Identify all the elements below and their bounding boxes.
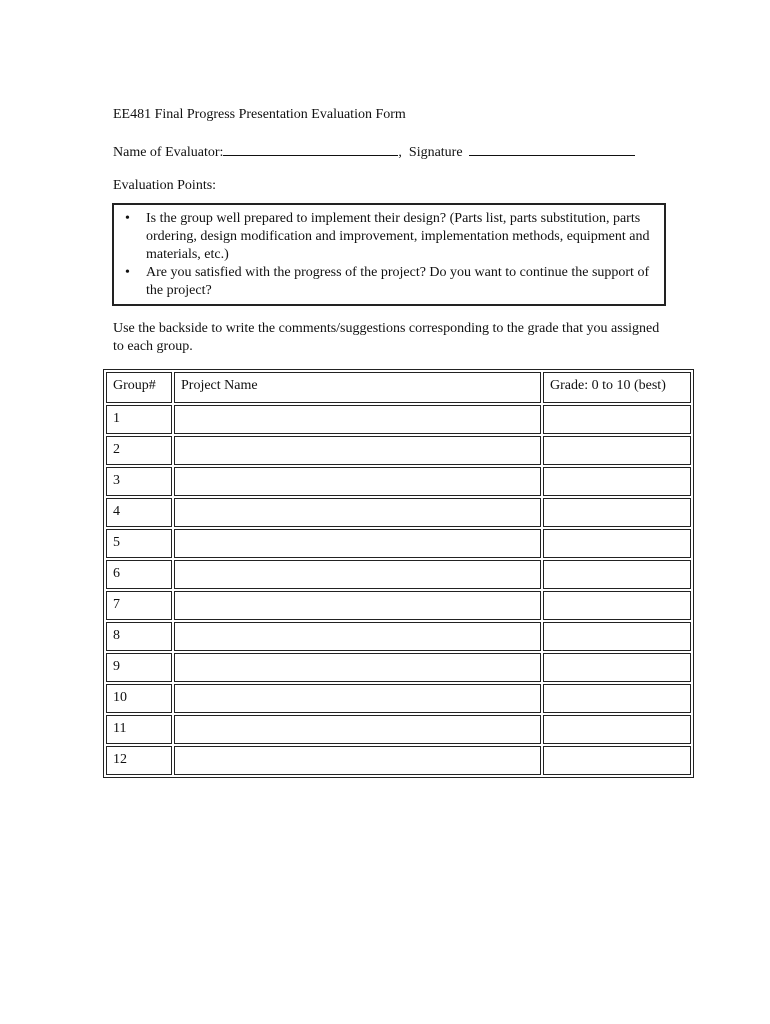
evaluation-point [114,210,654,264]
grade-cell[interactable] [543,560,691,589]
evaluation-point-text: Are you satisfied with the progress of the project? Do you want to continue the support of the project? [146,265,650,298]
table-row [106,653,691,682]
group-number-cell: 7 [106,591,172,620]
group-number-cell: 3 [106,467,172,496]
grade-cell[interactable] [543,498,691,527]
table-row [106,684,691,713]
project-name-cell[interactable] [174,498,541,527]
grade-cell[interactable] [543,467,691,496]
project-name-cell[interactable] [174,560,541,589]
table-row [106,405,691,434]
group-number-cell: 2 [106,436,172,465]
grade-cell[interactable] [543,746,691,775]
bullet-icon: • [125,265,130,280]
project-name-cell[interactable] [174,591,541,620]
group-number-cell: 11 [106,715,172,744]
project-name-cell[interactable] [174,715,541,744]
evaluation-point [114,264,654,300]
grade-cell[interactable] [543,529,691,558]
evaluation-point-text: Is the group well prepared to implement their design? (Parts list, parts substitution, parts ordering, design modification and improvement, implementation methods, equipment and materials, etc.) [146,211,650,262]
project-name-cell[interactable] [174,684,541,713]
form-title: EE481 Final Progress Presentation Evaluation Form [113,107,406,122]
project-name-cell[interactable] [174,529,541,558]
grade-cell[interactable] [543,591,691,620]
instructions-text: Use the backside to write the comments/suggestions corresponding to the grade that you assigned to each group. [113,321,660,354]
project-name-cell[interactable] [174,746,541,775]
grading-table [103,369,694,778]
column-header-group: Group# [106,372,172,403]
signature-field[interactable] [469,142,635,156]
group-number-cell: 5 [106,529,172,558]
table-row [106,467,691,496]
column-header-project-name: Project Name [174,372,541,403]
grade-cell[interactable] [543,405,691,434]
project-name-cell[interactable] [174,405,541,434]
grade-cell[interactable] [543,622,691,651]
group-number-cell: 10 [106,684,172,713]
bullet-icon: • [125,211,130,226]
grade-cell[interactable] [543,684,691,713]
project-name-cell[interactable] [174,622,541,651]
table-row [106,746,691,775]
table-row [106,591,691,620]
project-name-cell[interactable] [174,467,541,496]
table-row [106,436,691,465]
table-row [106,560,691,589]
group-number-cell: 8 [106,622,172,651]
table-row [106,498,691,527]
evaluation-points-label: Evaluation Points: [113,178,217,193]
evaluator-label: Name of Evaluator: [113,145,224,160]
evaluator-name-field[interactable] [223,142,398,156]
table-row [106,715,691,744]
project-name-cell[interactable] [174,653,541,682]
table-header-row [106,372,691,403]
group-number-cell: 12 [106,746,172,775]
group-number-cell: 6 [106,560,172,589]
evaluator-signature-line [113,142,635,162]
group-number-cell: 1 [106,405,172,434]
table-row [106,622,691,651]
column-header-grade: Grade: 0 to 10 (best) [543,372,691,403]
table-row [106,529,691,558]
grade-cell[interactable] [543,653,691,682]
grade-cell[interactable] [543,715,691,744]
group-number-cell: 9 [106,653,172,682]
evaluation-points-list [114,210,654,300]
evaluation-points-box [112,203,666,306]
group-number-cell: 4 [106,498,172,527]
project-name-cell[interactable] [174,436,541,465]
grade-cell[interactable] [543,436,691,465]
signature-label: , Signature [398,145,463,160]
